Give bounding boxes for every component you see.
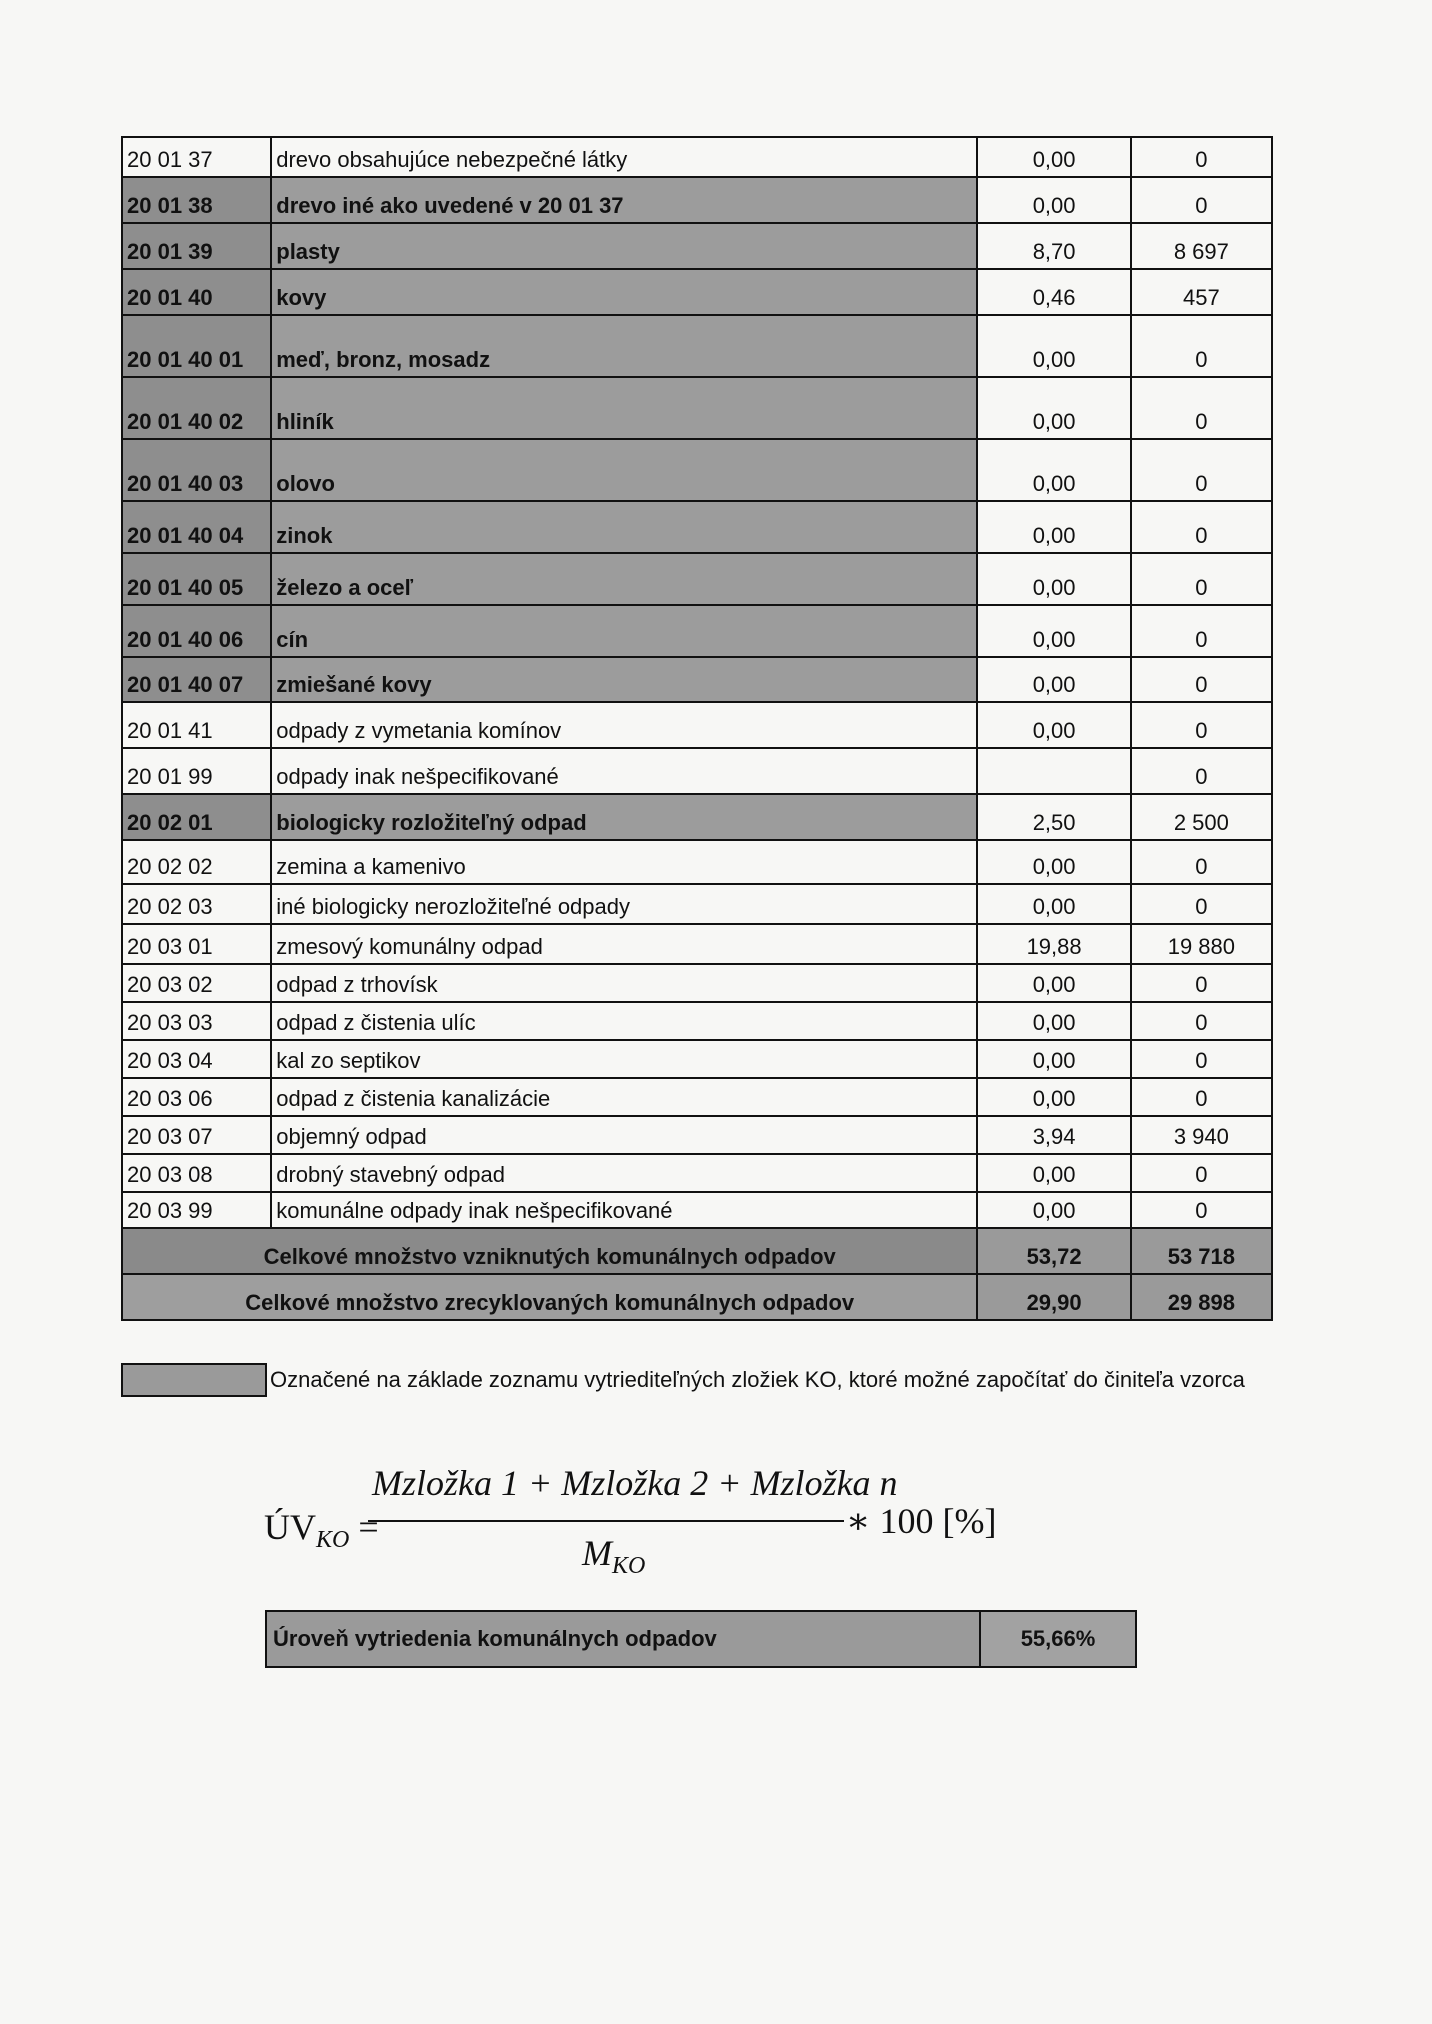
waste-name-cell: meď, bronz, mosadz [271, 315, 977, 377]
waste-name-cell: odpady z vymetania komínov [271, 702, 977, 748]
waste-name-cell: kovy [271, 269, 977, 315]
tons-cell: 0,00 [977, 702, 1130, 748]
waste-code-cell: 20 01 40 07 [122, 657, 271, 702]
tons-cell: 0,00 [977, 1154, 1130, 1192]
waste-code-cell: 20 03 08 [122, 1154, 271, 1192]
kg-cell: 3 940 [1131, 1116, 1272, 1154]
formula-equals: = [349, 1507, 379, 1547]
waste-code-cell: 20 01 40 03 [122, 439, 271, 501]
kg-cell: 0 [1131, 657, 1272, 702]
waste-code-cell: 20 01 38 [122, 177, 271, 223]
waste-name-cell: iné biologicky nerozložiteľné odpady [271, 884, 977, 924]
kg-cell: 0 [1131, 840, 1272, 884]
total-label: Celkové množstvo vzniknutých komunálnych odpadov [122, 1228, 977, 1274]
tons-cell: 0,00 [977, 553, 1130, 605]
waste-name-cell: komunálne odpady inak nešpecifikované [271, 1192, 977, 1228]
kg-cell: 2 500 [1131, 794, 1272, 840]
waste-name-cell: plasty [271, 223, 977, 269]
formula-fraction-line [368, 1520, 844, 1522]
waste-code-cell: 20 02 01 [122, 794, 271, 840]
kg-cell: 0 [1131, 177, 1272, 223]
waste-name-cell: odpad z čistenia ulíc [271, 1002, 977, 1040]
tons-cell: 0,00 [977, 657, 1130, 702]
waste-table [121, 136, 1273, 1321]
tons-cell: 0,00 [977, 501, 1130, 553]
kg-cell: 19 880 [1131, 924, 1272, 964]
table-row [122, 702, 1272, 748]
table-row [122, 269, 1272, 315]
formula [264, 1462, 1024, 1592]
formula-lhs-subscript: KO [316, 1527, 350, 1554]
tons-cell: 0,00 [977, 605, 1130, 657]
table-row [122, 924, 1272, 964]
table-row [122, 605, 1272, 657]
tons-cell: 0,00 [977, 1192, 1130, 1228]
kg-cell: 0 [1131, 702, 1272, 748]
total-label: Celkové množstvo zrecyklovaných komunálnych odpadov [122, 1274, 977, 1320]
legend-text: Označené na základe zoznamu vytriediteľných zložiek KO, ktoré možné započítať do činiteľa vzorca [270, 1367, 1245, 1392]
formula-numerator: Mzložka 1 + Mzložka 2 + Mzložka n [372, 1463, 898, 1503]
waste-name-cell: drevo iné ako uvedené v 20 01 37 [271, 177, 977, 223]
waste-name-cell: zmiešané kovy [271, 657, 977, 702]
tons-cell: 0,00 [977, 177, 1130, 223]
waste-name-cell: zinok [271, 501, 977, 553]
table-row [122, 177, 1272, 223]
formula-denominator-symbol: M [582, 1533, 612, 1573]
waste-code-cell: 20 01 40 01 [122, 315, 271, 377]
waste-code-cell: 20 01 40 02 [122, 377, 271, 439]
waste-code-cell: 20 03 02 [122, 964, 271, 1002]
formula-denominator-subscript: KO [612, 1553, 646, 1580]
waste-code-cell: 20 03 04 [122, 1040, 271, 1078]
tons-cell: 0,00 [977, 377, 1130, 439]
total-kg: 29 898 [1131, 1274, 1272, 1320]
total-row [122, 1228, 1272, 1274]
table-row [122, 1154, 1272, 1192]
table-row [122, 840, 1272, 884]
kg-cell: 0 [1131, 1192, 1272, 1228]
kg-cell: 0 [1131, 553, 1272, 605]
table-row [122, 1040, 1272, 1078]
waste-code-cell: 20 01 40 04 [122, 501, 271, 553]
waste-name-cell: kal zo septikov [271, 1040, 977, 1078]
kg-cell: 0 [1131, 964, 1272, 1002]
table-row [122, 794, 1272, 840]
tons-cell: 0,00 [977, 964, 1130, 1002]
total-row [122, 1274, 1272, 1320]
table-row [122, 1192, 1272, 1228]
waste-code-cell: 20 02 03 [122, 884, 271, 924]
tons-cell: 0,00 [977, 315, 1130, 377]
kg-cell: 0 [1131, 377, 1272, 439]
waste-name-cell: zemina a kamenivo [271, 840, 977, 884]
tons-cell: 0,00 [977, 137, 1130, 177]
tons-cell: 0,00 [977, 439, 1130, 501]
waste-name-cell: cín [271, 605, 977, 657]
result-value: 55,66% [980, 1611, 1136, 1667]
waste-name-cell: odpad z čistenia kanalizácie [271, 1078, 977, 1116]
tons-cell [977, 748, 1130, 794]
waste-code-cell: 20 01 40 05 [122, 553, 271, 605]
tons-cell: 19,88 [977, 924, 1130, 964]
tons-cell: 0,00 [977, 840, 1130, 884]
table-row [122, 137, 1272, 177]
waste-table-body [122, 137, 1272, 1320]
total-kg: 53 718 [1131, 1228, 1272, 1274]
waste-code-cell: 20 01 99 [122, 748, 271, 794]
waste-code-cell: 20 03 03 [122, 1002, 271, 1040]
tons-cell: 0,00 [977, 884, 1130, 924]
kg-cell: 0 [1131, 1002, 1272, 1040]
kg-cell: 0 [1131, 137, 1272, 177]
waste-name-cell: drevo obsahujúce nebezpečné látky [271, 137, 977, 177]
waste-name-cell: drobný stavebný odpad [271, 1154, 977, 1192]
total-tons: 53,72 [977, 1228, 1130, 1274]
tons-cell: 0,00 [977, 1040, 1130, 1078]
waste-code-cell: 20 01 39 [122, 223, 271, 269]
table-row [122, 501, 1272, 553]
tons-cell: 3,94 [977, 1116, 1130, 1154]
result-table [265, 1610, 1137, 1668]
formula-multiplier: ∗ 100 [%] [846, 1501, 997, 1541]
kg-cell: 8 697 [1131, 223, 1272, 269]
kg-cell: 0 [1131, 1078, 1272, 1116]
table-row [122, 657, 1272, 702]
result-label: Úroveň vytriedenia komunálnych odpadov [266, 1611, 980, 1667]
formula-denominator [582, 1532, 645, 1580]
table-row [122, 748, 1272, 794]
waste-code-cell: 20 02 02 [122, 840, 271, 884]
waste-name-cell: olovo [271, 439, 977, 501]
waste-code-cell: 20 03 06 [122, 1078, 271, 1116]
table-row [122, 964, 1272, 1002]
table-row [122, 315, 1272, 377]
waste-code-cell: 20 03 99 [122, 1192, 271, 1228]
table-row [122, 377, 1272, 439]
tons-cell: 2,50 [977, 794, 1130, 840]
table-row [122, 884, 1272, 924]
kg-cell: 0 [1131, 884, 1272, 924]
result-row [266, 1611, 1136, 1667]
table-row [122, 553, 1272, 605]
waste-code-cell: 20 01 41 [122, 702, 271, 748]
waste-name-cell: odpady inak nešpecifikované [271, 748, 977, 794]
kg-cell: 0 [1131, 605, 1272, 657]
waste-name-cell: odpad z trhovísk [271, 964, 977, 1002]
waste-code-cell: 20 01 40 06 [122, 605, 271, 657]
waste-name-cell: biologicky rozložiteľný odpad [271, 794, 977, 840]
waste-name-cell: železo a oceľ [271, 553, 977, 605]
formula-lhs [264, 1506, 379, 1554]
kg-cell: 0 [1131, 1040, 1272, 1078]
waste-code-cell: 20 01 37 [122, 137, 271, 177]
table-row [122, 1078, 1272, 1116]
kg-cell: 0 [1131, 748, 1272, 794]
tons-cell: 0,00 [977, 1002, 1130, 1040]
tons-cell: 8,70 [977, 223, 1130, 269]
legend-swatch [121, 1363, 267, 1397]
tons-cell: 0,00 [977, 1078, 1130, 1116]
waste-name-cell: hliník [271, 377, 977, 439]
table-row [122, 1002, 1272, 1040]
kg-cell: 0 [1131, 1154, 1272, 1192]
waste-code-cell: 20 03 07 [122, 1116, 271, 1154]
table-row [122, 223, 1272, 269]
table-row [122, 1116, 1272, 1154]
table-row [122, 439, 1272, 501]
kg-cell: 457 [1131, 269, 1272, 315]
waste-code-cell: 20 03 01 [122, 924, 271, 964]
total-tons: 29,90 [977, 1274, 1130, 1320]
waste-name-cell: zmesový komunálny odpad [271, 924, 977, 964]
waste-code-cell: 20 01 40 [122, 269, 271, 315]
kg-cell: 0 [1131, 315, 1272, 377]
kg-cell: 0 [1131, 439, 1272, 501]
waste-name-cell: objemný odpad [271, 1116, 977, 1154]
kg-cell: 0 [1131, 501, 1272, 553]
formula-lhs-symbol: ÚV [264, 1507, 316, 1547]
tons-cell: 0,46 [977, 269, 1130, 315]
